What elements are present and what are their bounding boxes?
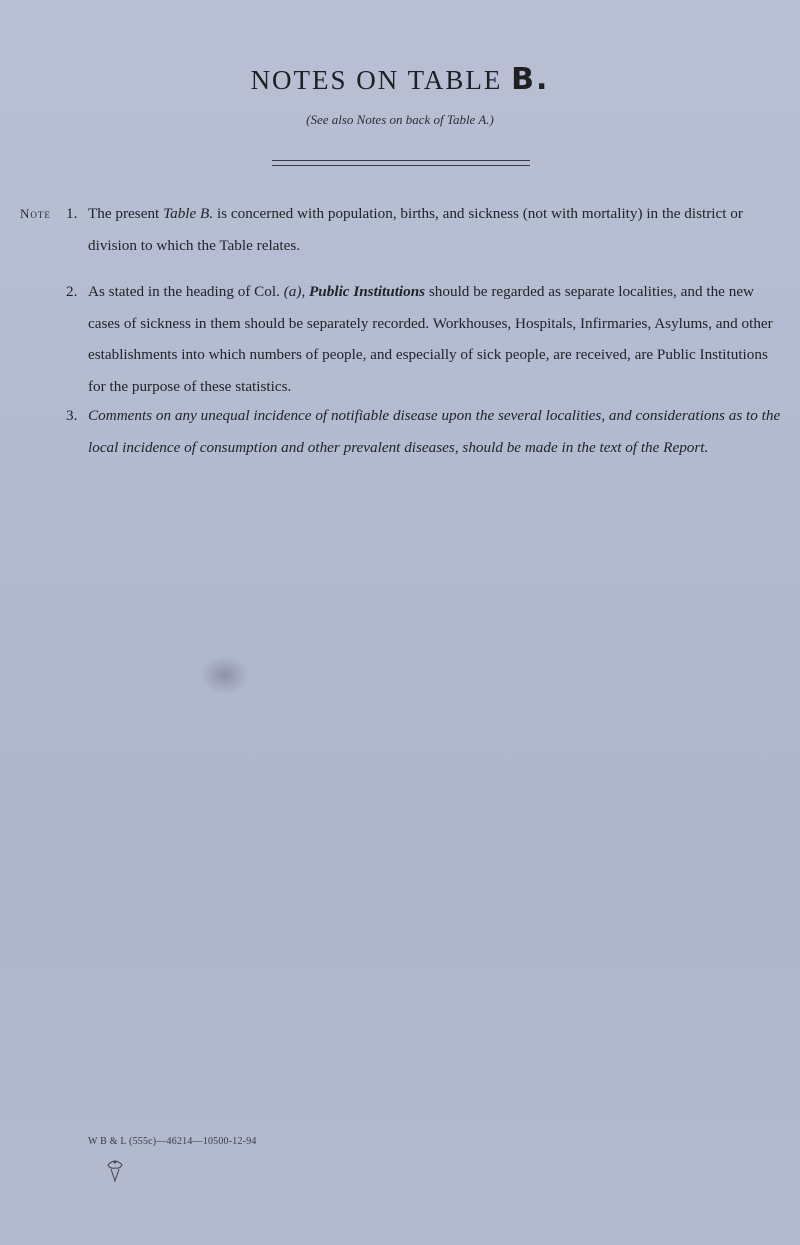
note-2-number: 2. bbox=[66, 283, 78, 300]
note-2-italic-institutions: Public Institutions bbox=[309, 283, 426, 300]
subtitle: (See also Notes on back of Table A.) bbox=[306, 112, 494, 127]
note-2 bbox=[66, 276, 788, 402]
note-1-italic: Table B. bbox=[163, 205, 214, 222]
title-text: NOTES ON TABLE bbox=[250, 65, 503, 95]
note-1 bbox=[66, 198, 788, 261]
double-rule-divider bbox=[272, 160, 530, 166]
note-2-text-b: , bbox=[301, 283, 310, 300]
note-3-number: 3. bbox=[66, 407, 78, 424]
note-3 bbox=[66, 400, 788, 463]
note-2-italic-col: (a) bbox=[283, 283, 302, 300]
note-2-text-a: As stated in the heading of Col. bbox=[88, 283, 284, 300]
note-3-text: Comments on any unequal incidence of notifiable disease upon the several localities, and considerations as to the local incidence of consumption and other prevalent diseases, should be made in the text of the Report. bbox=[88, 407, 781, 456]
note-1-number: 1. bbox=[66, 205, 78, 222]
note-2-text-c: should be regarded as separate localities, and the new cases of sickness in them should be separately recorded. Workhouses, Hospitals, Infirmaries, Asylums, and other establishments into which numbers of people, and especially of sick people, are received, are Public Institutions for the purpose of these statistics. bbox=[88, 283, 773, 395]
paper-smudge bbox=[200, 655, 250, 695]
title-letter: B. bbox=[511, 62, 550, 97]
page-title bbox=[0, 62, 800, 97]
note-1-text-b: is concerned with population, births, and sickness (not with mortality) in the district or division to which the Table relates. bbox=[88, 205, 743, 254]
note-lead-label: Note bbox=[20, 206, 51, 221]
crown-emblem-icon bbox=[104, 1155, 126, 1183]
note-1-text-a: The present bbox=[88, 205, 164, 222]
printer-imprint: W B & L (555c)—46214—10500-12-94 bbox=[88, 1136, 257, 1147]
